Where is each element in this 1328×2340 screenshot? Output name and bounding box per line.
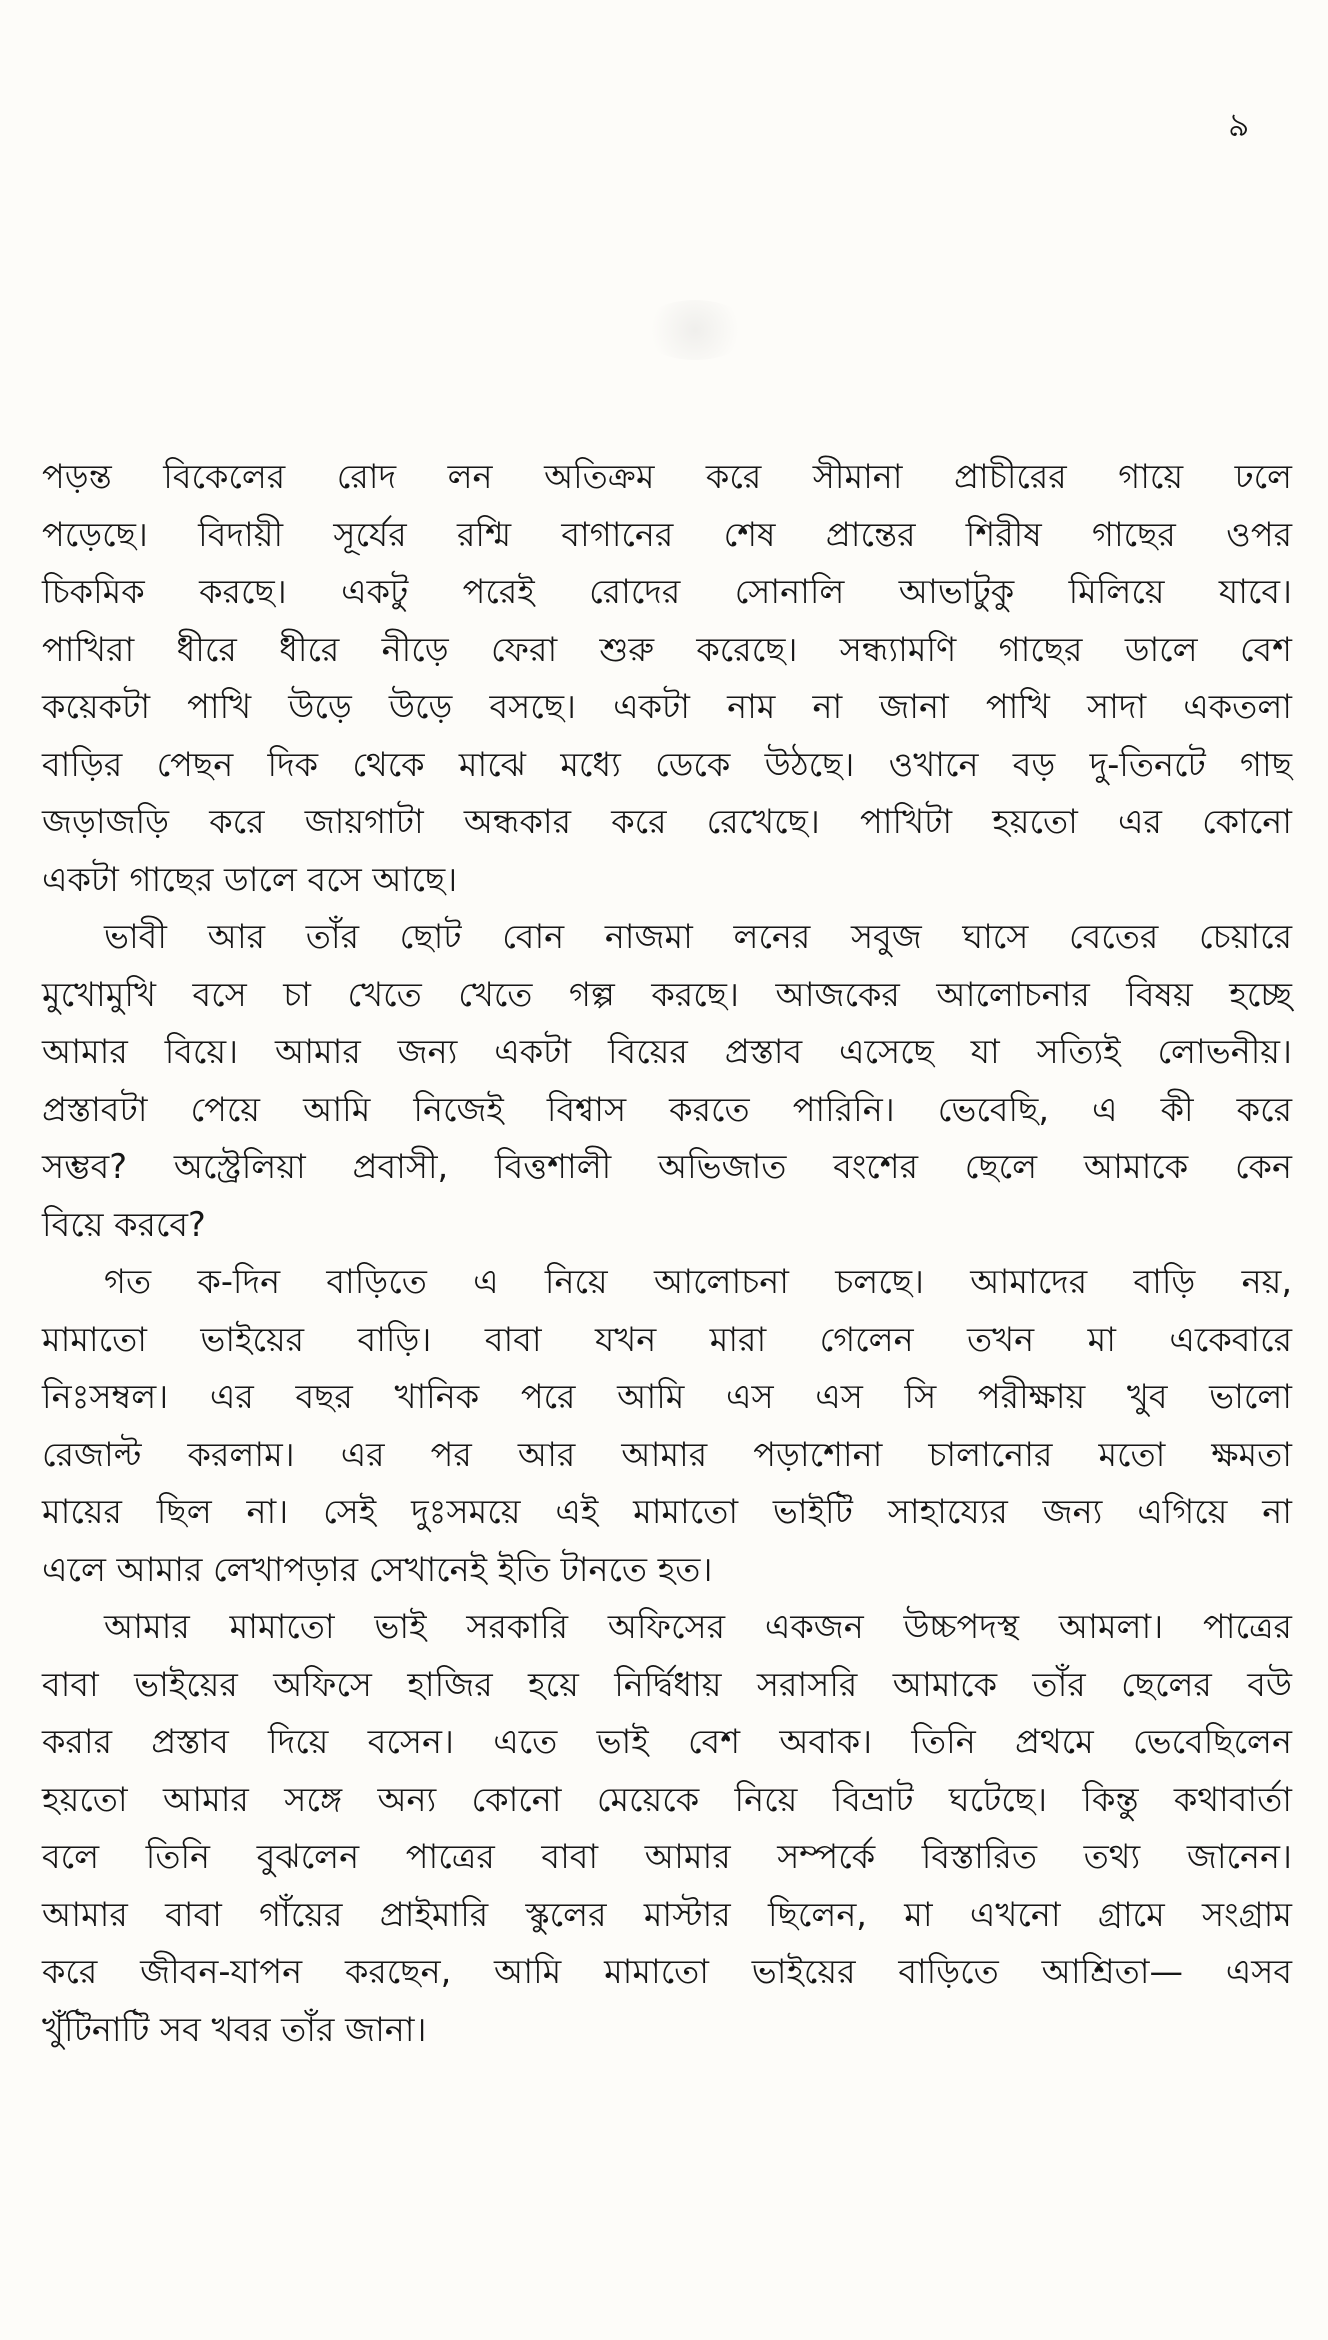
text-line: পড়ন্ত বিকেলের রোদ লন অতিক্রম করে সীমানা প্রাচীরের গায়ে ঢলে: [42, 457, 1292, 496]
text-line: কয়েকটা পাখি উড়ে উড়ে বসছে। একটা নাম না জানা পাখি সাদা একতলা: [42, 687, 1292, 726]
paper-smudge: [640, 300, 750, 360]
text-line: করে জীবন-যাপন করছেন, আমি মামাতো ভাইয়ের বাড়িতে আশ্রিতা— এসব: [42, 1952, 1292, 1991]
text-line: করার প্রস্তাব দিয়ে বসেন। এতে ভাই বেশ অবাক। তিনি প্রথমে ভেবেছিলেন: [42, 1722, 1292, 1761]
text-line: চিকমিক করছে। একটু পরেই রোদের সোনালি আভাটুকু মিলিয়ে যাবে।: [42, 572, 1292, 611]
text-line: বলে তিনি বুঝলেন পাত্রের বাবা আমার সম্পর্কে বিস্তারিত তথ্য জানেন।: [42, 1837, 1292, 1876]
text-line: আমার বিয়ে। আমার জন্য একটা বিয়ের প্রস্তাব এসেছে যা সত্যিই লোভনীয়।: [42, 1032, 1292, 1071]
text-line: হয়তো আমার সঙ্গে অন্য কোনো মেয়েকে নিয়ে বিভ্রাট ঘটেছে। কিন্তু কথাবার্তা: [42, 1779, 1292, 1819]
text-line: জড়াজড়ি করে জায়গাটা অন্ধকার করে রেখেছে। পাখিটা হয়তো এর কোনো: [42, 802, 1292, 841]
text-line: পড়েছে। বিদায়ী সূর্যের রশ্মি বাগানের শেষ প্রান্তের শিরীষ গাছের ওপর: [42, 514, 1292, 554]
text-line: এলে আমার লেখাপড়ার সেখানেই ইতি টানতে হত।: [42, 1549, 713, 1589]
text-line: সম্ভব? অস্ট্রেলিয়া প্রবাসী, বিত্তশালী অভিজাত বংশের ছেলে আমাকে কেন: [42, 1147, 1292, 1186]
text-line: রেজাল্ট করলাম। এর পর আর আমার পড়াশোনা চালানোর মতো ক্ষমতা: [42, 1434, 1292, 1474]
text-line: প্রস্তাবটা পেয়ে আমি নিজেই বিশ্বাস করতে পারিনি। ভেবেছি, এ কী করে: [42, 1089, 1292, 1129]
text-line: পাখিরা ধীরে ধীরে নীড়ে ফেরা শুরু করেছে। সন্ধ্যামণি গাছের ডালে বেশ: [42, 629, 1292, 669]
text-line: আমার মামাতো ভাই সরকারি অফিসের একজন উচ্চপদস্থ আমলা। পাত্রের: [104, 1607, 1292, 1646]
text-line: নিঃসম্বল। এর বছর খানিক পরে আমি এস এস সি পরীক্ষায় খুব ভালো: [42, 1377, 1292, 1416]
text-line: ভাবী আর তাঁর ছোট বোন নাজমা লনের সবুজ ঘাসে বেতের চেয়ারে: [104, 917, 1292, 956]
text-line: খুঁটিনাটি সব খবর তাঁর জানা।: [42, 2009, 427, 2049]
text-line: বিয়ে করবে?: [42, 1204, 206, 1244]
body-text: [42, 448, 1292, 2058]
text-line: মায়ের ছিল না। সেই দুঃসময়ে এই মামাতো ভাইটি সাহায্যের জন্য এগিয়ে না: [42, 1492, 1292, 1531]
text-line: মামাতো ভাইয়ের বাড়ি। বাবা যখন মারা গেলেন তখন মা একেবারে: [42, 1319, 1292, 1359]
text-line: মুখোমুখি বসে চা খেতে খেতে গল্প করছে। আজকের আলোচনার বিষয় হচ্ছে: [42, 974, 1292, 1014]
page-number: ৯: [1228, 105, 1250, 144]
text-line: বাড়ির পেছন দিক থেকে মাঝে মধ্যে ডেকে উঠছে। ওখানে বড় দু-তিনটে গাছ: [42, 744, 1292, 784]
text-line: আমার বাবা গাঁয়ের প্রাইমারি স্কুলের মাস্টার ছিলেন, মা এখনো গ্রামে সংগ্রাম: [42, 1894, 1292, 1934]
text-line: একটা গাছের ডালে বসে আছে।: [42, 859, 458, 899]
text-line: গত ক-দিন বাড়িতে এ নিয়ে আলোচনা চলছে। আমাদের বাড়ি নয়,: [104, 1262, 1292, 1301]
text-line: বাবা ভাইয়ের অফিসে হাজির হয়ে নির্দ্বিধায় সরাসরি আমাকে তাঁর ছেলের বউ: [42, 1664, 1292, 1704]
